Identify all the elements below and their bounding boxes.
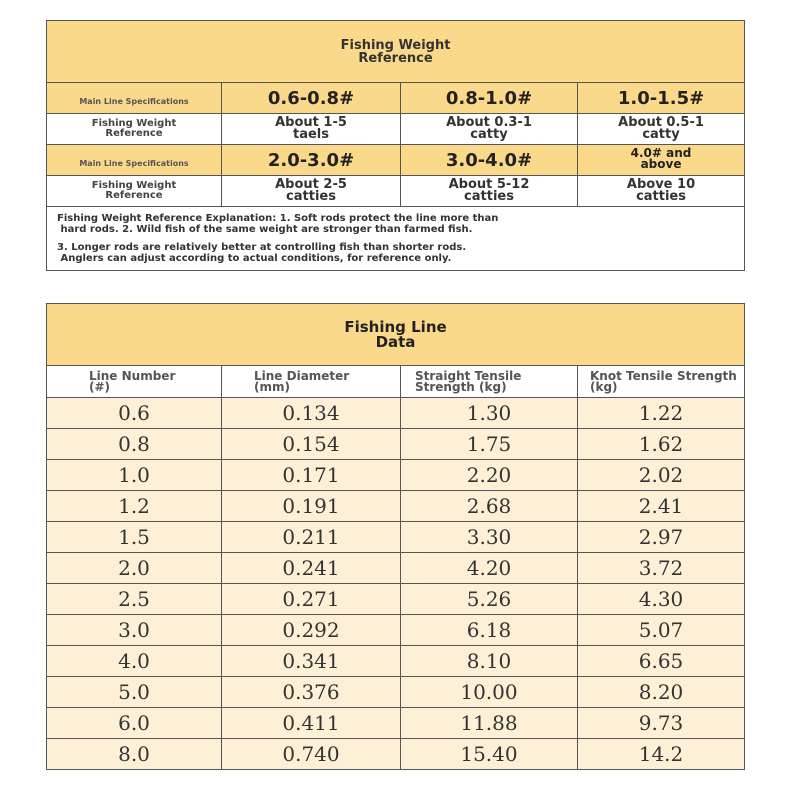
table-cell: 0.292 xyxy=(222,615,401,646)
table-cell: 1.62 xyxy=(578,429,745,460)
table-cell: 15.40 xyxy=(401,739,578,770)
table-cell: 3.0 xyxy=(47,615,222,646)
table-row xyxy=(47,429,745,460)
table-cell: 10.00 xyxy=(401,677,578,708)
table-row xyxy=(47,646,745,677)
ref-label-cell: Fishing Weight Reference xyxy=(47,176,222,207)
line-data-rows xyxy=(47,398,745,770)
table-cell: 4.20 xyxy=(401,553,578,584)
table-cell: 2.20 xyxy=(401,460,578,491)
table-cell: 5.07 xyxy=(578,615,745,646)
table-cell: 1.30 xyxy=(401,398,578,429)
fishing-line-data-table xyxy=(46,303,745,770)
table-cell: 0.8 xyxy=(47,429,222,460)
table-cell: 6.65 xyxy=(578,646,745,677)
table-row xyxy=(47,553,745,584)
table-cell: 6.0 xyxy=(47,708,222,739)
col-header-line-diameter: Line Diameter (mm) xyxy=(222,366,401,398)
table-cell: 2.5 xyxy=(47,584,222,615)
spec-cell: 2.0-3.0# xyxy=(222,145,401,176)
spec-cell: 0.8-1.0# xyxy=(401,83,578,114)
table-row xyxy=(47,677,745,708)
table-cell: 2.97 xyxy=(578,522,745,553)
spec-label-cell xyxy=(47,83,222,114)
table-cell: 5.26 xyxy=(401,584,578,615)
weight-ref-notes: Fishing Weight Reference Explanation: 1. Soft rods protect the line more than hard rods. 2. Wild fish of the same weight are stronger than farmed fish. 3. Longer rods are relatively better at controlling fish than shorter rods. Anglers can adjust according to actual conditions, for reference only. xyxy=(47,207,745,271)
table-cell: 0.134 xyxy=(222,398,401,429)
table-cell: 0.241 xyxy=(222,553,401,584)
table-cell: 0.376 xyxy=(222,677,401,708)
col-header-knot-tensile: Knot Tensile Strength (kg) xyxy=(578,366,745,398)
table-cell: 9.73 xyxy=(578,708,745,739)
table-cell: 8.0 xyxy=(47,739,222,770)
table-cell: 8.20 xyxy=(578,677,745,708)
ref-cell: About 5-12 catties xyxy=(401,176,578,207)
spec-cell: 1.0-1.5# xyxy=(578,83,745,114)
table-cell: 0.271 xyxy=(222,584,401,615)
table-cell: 1.5 xyxy=(47,522,222,553)
table-cell: 0.341 xyxy=(222,646,401,677)
table-cell: 2.68 xyxy=(401,491,578,522)
spec-cell: 0.6-0.8# xyxy=(222,83,401,114)
table-row xyxy=(47,708,745,739)
table-cell: 11.88 xyxy=(401,708,578,739)
table-cell: 0.191 xyxy=(222,491,401,522)
ref-cell: About 0.5-1 catty xyxy=(578,114,745,145)
table-cell: 3.30 xyxy=(401,522,578,553)
spec-label: Main Line Specifications xyxy=(79,96,189,106)
table-cell: 2.0 xyxy=(47,553,222,584)
table-cell: 1.75 xyxy=(401,429,578,460)
table-cell: 1.2 xyxy=(47,491,222,522)
spec-label-cell: Main Line Specifications xyxy=(47,145,222,176)
col-header-straight-tensile: Straight Tensile Strength (kg) xyxy=(401,366,578,398)
table-cell: 4.30 xyxy=(578,584,745,615)
table-cell: 14.2 xyxy=(578,739,745,770)
spec-cell: 3.0-4.0# xyxy=(401,145,578,176)
table-cell: 0.740 xyxy=(222,739,401,770)
ref-cell: About 0.3-1 catty xyxy=(401,114,578,145)
table-row xyxy=(47,739,745,770)
table-cell: 0.154 xyxy=(222,429,401,460)
table-cell: 0.211 xyxy=(222,522,401,553)
table-row xyxy=(47,615,745,646)
weight-ref-title: Fishing Weight Reference xyxy=(47,21,745,83)
table-row xyxy=(47,491,745,522)
col-header-line-number: Line Number (#) xyxy=(47,366,222,398)
table-cell: 8.10 xyxy=(401,646,578,677)
table-cell: 3.72 xyxy=(578,553,745,584)
ref-cell: About 1-5 taels xyxy=(222,114,401,145)
table-cell: 1.22 xyxy=(578,398,745,429)
table-row xyxy=(47,522,745,553)
fishing-weight-reference-table xyxy=(46,20,745,271)
ref-cell: Above 10 catties xyxy=(578,176,745,207)
table-cell: 0.6 xyxy=(47,398,222,429)
ref-cell: About 2-5 catties xyxy=(222,176,401,207)
table-cell: 0.171 xyxy=(222,460,401,491)
table-cell: 1.0 xyxy=(47,460,222,491)
table-row xyxy=(47,584,745,615)
line-data-title: Fishing Line Data xyxy=(47,304,745,366)
spec-cell: 4.0# and above xyxy=(578,145,745,176)
table-row xyxy=(47,398,745,429)
table-cell: 2.02 xyxy=(578,460,745,491)
table-row xyxy=(47,460,745,491)
table-cell: 2.41 xyxy=(578,491,745,522)
ref-label-cell: Fishing Weight Reference xyxy=(47,114,222,145)
table-cell: 6.18 xyxy=(401,615,578,646)
table-cell: 4.0 xyxy=(47,646,222,677)
table-cell: 0.411 xyxy=(222,708,401,739)
table-cell: 5.0 xyxy=(47,677,222,708)
